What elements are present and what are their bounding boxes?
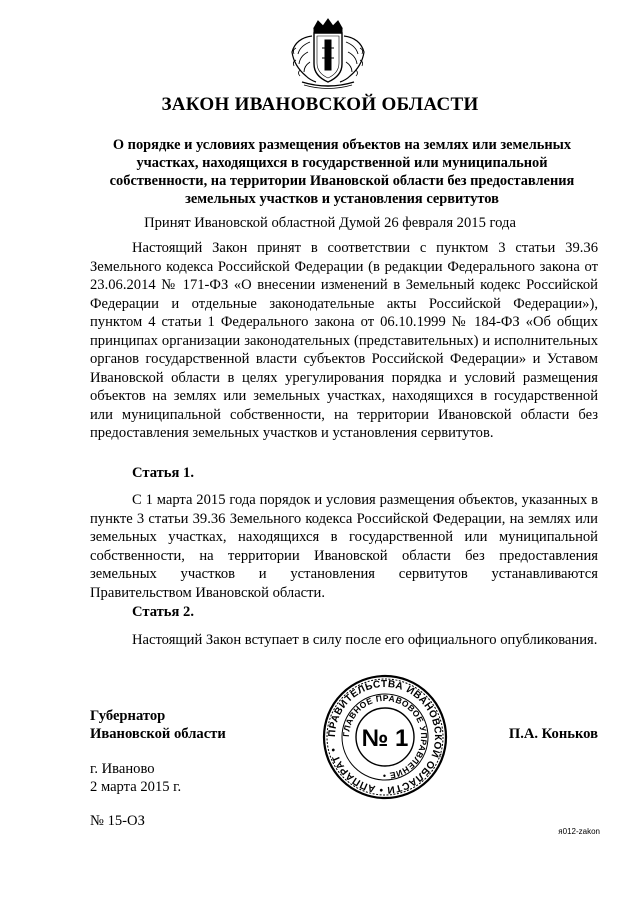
article-2-heading: Статья 2. xyxy=(132,604,194,620)
date: 2 марта 2015 г. xyxy=(90,779,182,795)
coat-of-arms-emblem xyxy=(284,18,372,90)
signatory-title-line1: Губернатор xyxy=(90,708,166,724)
law-subject: О порядке и условиях размещения объектов на землях или земельных участках, находящихся в государственной или муниципальной собственности, на территории Ивановской области без предоставления земельных участков и установления сервитутов xyxy=(109,137,575,207)
seal-outer-text: ПРАВИТЕЛЬСТВА ИВАНОВСКОЙ ОБЛАСТИ • АППАРАТ • xyxy=(326,678,444,796)
place-date-block xyxy=(90,760,181,796)
article-1-heading: Статья 1. xyxy=(132,465,194,481)
official-seal-stamp xyxy=(320,672,450,802)
signatory-title xyxy=(90,707,226,743)
signatory-title-line2: Ивановской области xyxy=(90,726,226,742)
article-1-text: С 1 марта 2015 года порядок и условия размещения объектов, указанных в пункте 3 статьи 39.36 Земельного кодекса Российской Федерации, на землях или земельных участках, находящихся в государственной или муниципальной собственности, на территории Ивановской области без предоставления земельных участков и установления сервитутов устанавливаются Правительством Ивановской области. xyxy=(90,492,598,601)
document-code: я012-zakon xyxy=(558,827,600,836)
law-title: ЗАКОН ИВАНОВСКОЙ ОБЛАСТИ xyxy=(161,94,479,115)
law-number: № 15-ОЗ xyxy=(90,813,145,829)
signatory-name: П.А. Коньков xyxy=(508,726,598,742)
place: г. Иваново xyxy=(90,761,155,777)
article-2-text: Настоящий Закон вступает в силу после его официального опубликования. xyxy=(132,632,598,648)
seal-number: № 1 xyxy=(361,725,409,752)
adoption-line: Принят Ивановской областной Думой 26 февраля 2015 года xyxy=(144,215,516,231)
seal-inner-text: ГЛАВНОЕ ПРАВОВОЕ УПРАВЛЕНИЕ • xyxy=(340,692,430,782)
preamble-paragraph: Настоящий Закон принят в соответствии с пунктом 3 статьи 39.36 Земельного кодекса Российской Федерации (в редакции Федерального закона от 23.06.2014 № 171-ФЗ «О внесении изменений в Земельный кодекс Российской Федерации и отдельные законодательные акты Российской Федерации»), пунктом 4 статьи 1 Федерального закона от 06.10.1999 № 184-ФЗ «Об общих принципах организации законодательных (представительных) и исполнительных органов государственной власти субъектов Российской Федерации» и Уставом Ивановской области в целях урегулирования порядка и условий размещения объектов на землях или земельных участках, находящихся в государственной или муниципальной собственности, на территории Ивановской области без предоставления земельных участков и установления сервитутов. xyxy=(90,240,598,441)
